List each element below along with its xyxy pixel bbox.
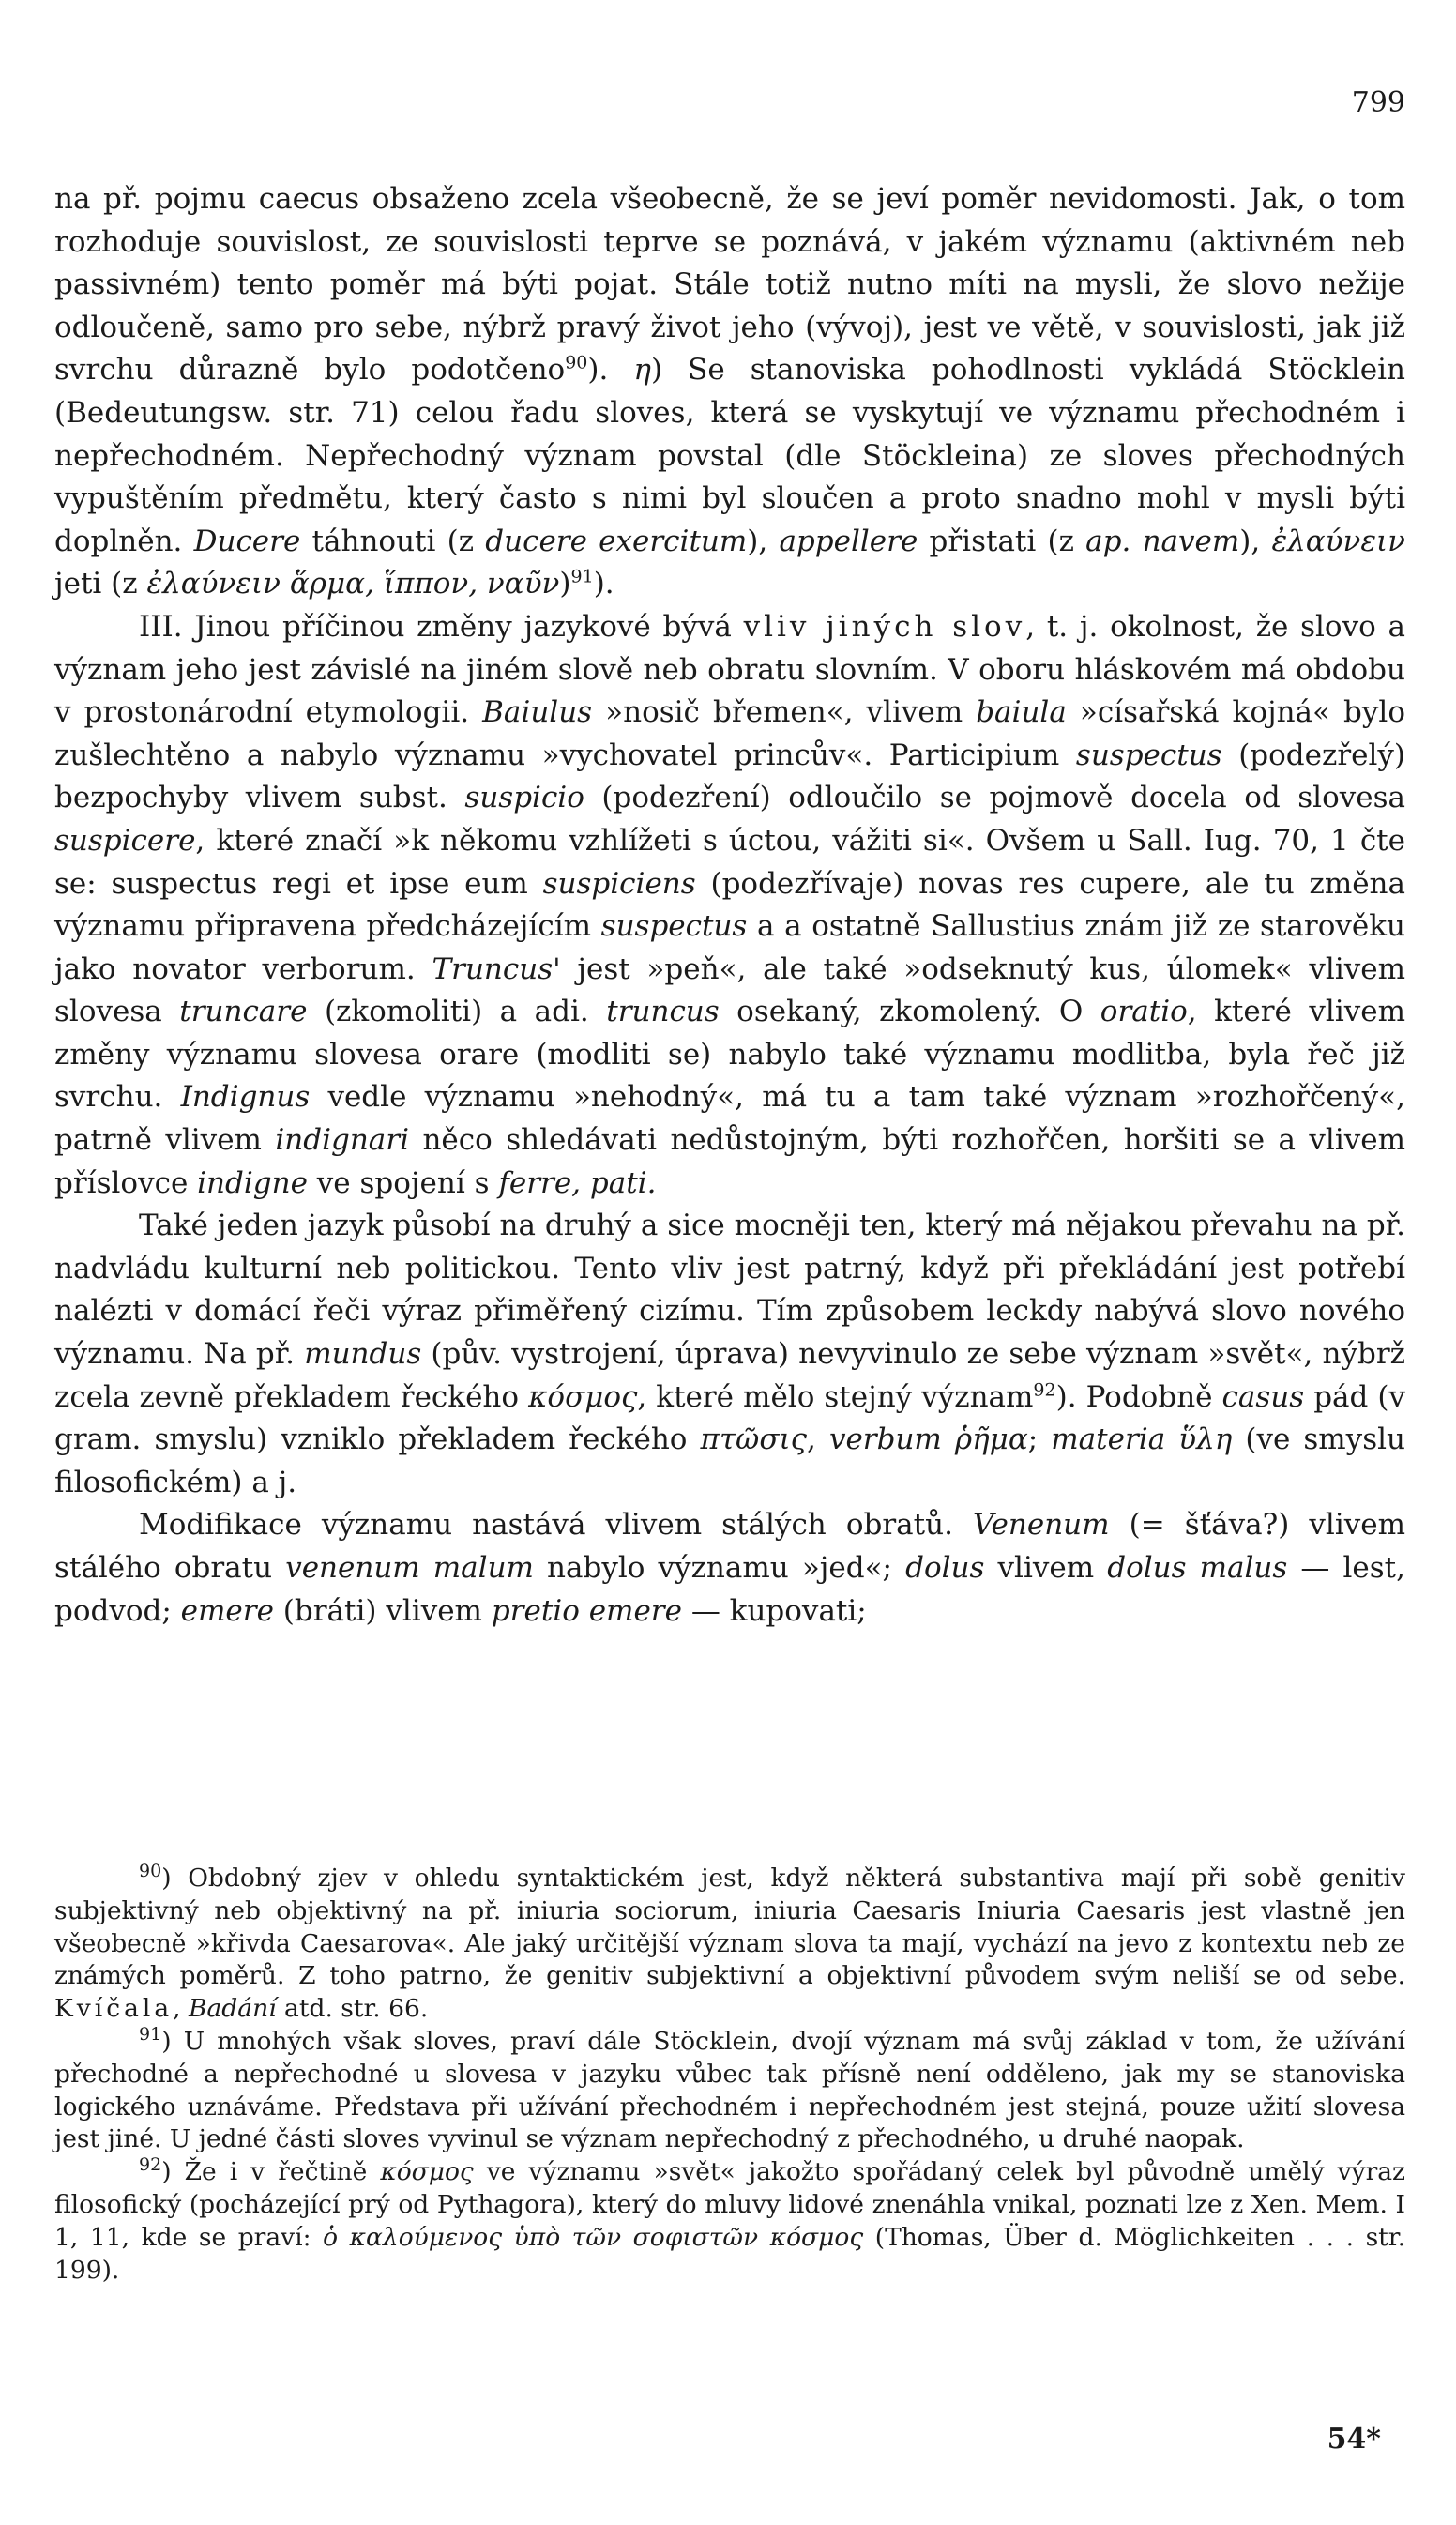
italic-term: baiula <box>976 695 1067 730</box>
footnote <box>54 2156 1405 2287</box>
footnote-ref: 90 <box>565 353 588 374</box>
italic-term: materia ὕλη <box>1051 1422 1233 1457</box>
italic-term: truncare <box>179 995 308 1029</box>
italic-term: verbum ῥῆμα <box>828 1422 1028 1457</box>
footnote-ref: 91 <box>570 567 594 588</box>
text-run: nabylo významu »jed«; <box>533 1551 906 1585</box>
italic-term: suspicere <box>54 823 196 858</box>
italic-term: Truncus <box>432 951 554 986</box>
text-run: ) U mnohých však sloves, praví dále Stöcklein, dvojí význam má svůj základ v tom, že užívání přechodné a nepřechodné u slovesa v jazyku vůbec tak přísně není odděleno, jak my se stanoviska logického uznáváme. Představa při užívání přechodném i nepřechodném jest stejná, pouze užití slovesa jest jiné. U jedné části sloves vyvinul se význam nepřechodný z přechodného, u druhé naopak. <box>54 2026 1405 2154</box>
italic-term: Baiulus <box>482 695 593 730</box>
italic-term: η <box>633 353 651 388</box>
italic-term: κόσμος <box>380 2157 474 2187</box>
text-run: atd. str. 66. <box>276 1994 429 2024</box>
italic-term: suspectus <box>600 909 748 944</box>
spaced-emphasis: vliv jiných slov <box>743 609 1026 644</box>
italic-term: Venenum <box>973 1508 1110 1543</box>
text-run: , t. j. okolnost, že slovo a význam jeho jest závislé na jiném slově neb obratu slovním. V oboru hláskovém má obdobu v prostonárodní etymologii. <box>54 609 1405 730</box>
text-run: pád (v gram. smyslu) vzniklo překladem řeckého <box>54 1379 1405 1457</box>
italic-term: indigne <box>197 1165 308 1200</box>
text-run: (podezřelý) bezpochyby vlivem subst. <box>54 738 1406 815</box>
text-run: , které vlivem změny významu slovesa orare (modliti se) nabylo také významu modlitba, byla řeč již svrchu. <box>54 995 1405 1115</box>
italic-term: ducere exercitum <box>485 524 748 558</box>
italic-term: πτῶσις <box>700 1422 808 1457</box>
text-run: ' jest »peň«, ale také »odseknutý kus, úlomek« vlivem slovesa <box>54 951 1405 1029</box>
italic-term: ἐλαύνειν ἅρμα, ἵππον, ναῦν <box>146 567 560 601</box>
text-run: ) Že i v řečtině <box>161 2157 381 2187</box>
footnote-ref: 90 <box>139 1861 162 1882</box>
text-run: něco shledávati nedůstojným, býti rozhořčen, horšiti se a vlivem příslovce <box>54 1123 1405 1200</box>
italic-term: emere <box>180 1593 274 1628</box>
text-run: jeti (z <box>54 567 147 601</box>
text-run: ), <box>747 524 780 558</box>
footnote <box>54 2026 1405 2156</box>
italic-term: Indignus <box>180 1080 311 1115</box>
signature-mark: 54* <box>1327 2423 1381 2456</box>
text-run: táhnouti (z <box>300 524 486 558</box>
main-text <box>54 178 1405 1633</box>
text-run: ). <box>593 567 614 601</box>
footnote <box>54 1863 1405 2026</box>
text-run: (= šťáva?) vlivem stálého obratu <box>54 1508 1405 1585</box>
text-run: (podezřívaje) novas res cupere, ale tu změna významu připravena předcházejícím <box>54 866 1406 944</box>
page-number: 799 <box>1351 86 1405 119</box>
text-run: vedle významu »nehodný«, má tu a tam také význam »rozhořčený«, patrně vlivem <box>54 1080 1406 1158</box>
italic-term: venenum malum <box>285 1551 534 1585</box>
text-run: (ve smyslu filosofickém) a j. <box>54 1422 1405 1499</box>
text-run: vlivem <box>984 1551 1108 1585</box>
text-run: ; <box>1027 1422 1052 1457</box>
text-run: (podezření) odloučilo se pojmově docela od slovesa <box>584 781 1406 815</box>
text-run: (zkomoliti) a adi. <box>307 995 607 1029</box>
spaced-emphasis: Kvíčala <box>54 1994 174 2024</box>
italic-term: Ducere <box>193 524 301 558</box>
italic-term: suspectus <box>1075 738 1222 772</box>
text-run: ) <box>559 567 571 601</box>
italic-term: suspicio <box>464 781 584 815</box>
text-run: na př. pojmu caecus obsaženo zcela všeobecně, že se jeví poměr nevidomosti. Jak, o tom rozhoduje souvislost, ze souvislosti teprve se poznává, v jakém významu (aktivném neb passivném) tento poměr má býti pojat. Stále totiž nutno míti na mysli, že slovo nežije odloučeně, samo pro sebe, nýbrž pravý život jeho (vývoj), jest ve větě, v souvislosti, jak již svrchu důrazně bylo podotčeno <box>54 182 1405 388</box>
text-run: »císařská kojná« bylo zušlechtěno a nabylo významu »vychovatel princův«. Participium <box>54 695 1405 772</box>
text-run: Také jeden jazyk působí na druhý a sice mocněji ten, který má nějakou převahu na př. nadvládu kulturní neb politickou. Tento vliv jest patrný, když při překládání jest potřebí nalézti v domácí řeči výraz přiměřený cizímu. Tím způsobem leckdy nabývá slovo nového významu. Na př. <box>54 1209 1405 1372</box>
text-run: III. Jinou příčinou změny jazykové bývá <box>139 609 744 644</box>
text-run: , <box>807 1422 829 1457</box>
paragraph <box>54 1205 1405 1504</box>
text-run: (bráti) vlivem <box>273 1593 492 1628</box>
footnotes <box>54 1863 1405 2287</box>
text-run: , které značí »k někomu vzhlížeti s úctou, vážiti si«. Ovšem u Sall. Iug. 70, 1 čte se: suspectus regi et ipse eum <box>54 823 1405 901</box>
text-run: ) Se stanoviska pohodlnosti vykládá Stöcklein (Bedeutungsw. str. 71) celou řadu sloves, která se vyskytují ve významu přechodném i nepřechodném. Nepřechodný význam povstal (dle Stöckleina) ze sloves přechodných vypuštěním předmětu, který často s nimi byl sloučen a proto snadno mohl v mysli býti doplněn. <box>54 353 1405 558</box>
text-run: ). Podobně <box>1055 1379 1222 1414</box>
text-run: Modifikace významu nastává vlivem stálých obratů. <box>139 1508 974 1543</box>
italic-term: ἐλαύνειν <box>1271 524 1405 558</box>
text-run: — kupovati; <box>681 1593 867 1628</box>
footnote-ref: 91 <box>139 2024 162 2046</box>
paragraph <box>54 606 1405 1205</box>
italic-term: indignari <box>275 1123 410 1158</box>
italic-term: oratio <box>1100 995 1188 1029</box>
text-run: přistati (z <box>918 524 1086 558</box>
text-run: ve významu »svět« jakožto spořádaný celek byl původně umělý výraz filosofický (pocházející prý od Pythagora), který do mluvy lidové znenáhla vnikal, poznati lze z Xen. Mem. I 1, 11, kde se praví: <box>54 2157 1405 2252</box>
italic-term: mundus <box>304 1337 422 1372</box>
italic-term: κόσμος <box>528 1379 638 1414</box>
italic-term: dolus malus <box>1107 1551 1288 1585</box>
text-run: ), <box>1239 524 1272 558</box>
italic-term: pretio emere <box>491 1593 682 1628</box>
italic-term: Badání <box>189 1994 277 2024</box>
italic-term: ap. navem <box>1085 524 1240 558</box>
text-run: (pův. vystrojení, úprava) nevyvinulo ze sebe význam »svět«, nýbrž zcela zevně překladem řeckého <box>54 1337 1405 1414</box>
paragraph <box>54 1504 1405 1633</box>
text-run: »nosič břemen«, vlivem <box>592 695 977 730</box>
text-run: , <box>173 1994 190 2024</box>
text-run: ) Obdobný zjev v ohledu syntaktickém jest, když některá substantiva mají při sobě genitiv subjektivný neb objektivný na př. iniuria sociorum, iniuria Caesaris Iniuria Caesaris jest vlastně jen všeobecně »křivda Caesarova«. Ale jaký určitější význam slova ta mají, vychází na jevo z kontextu neb ze známých poměrů. Z toho patrno, že genitiv subjektivní a objektivní původem svým neliší se od sebe. <box>54 1863 1405 1991</box>
italic-term: dolus <box>905 1551 985 1585</box>
text-run: ). <box>587 353 634 388</box>
text-run: osekaný, zkomolený. O <box>719 995 1100 1029</box>
italic-term: suspiciens <box>542 866 696 901</box>
text-run: a a ostatně Sallustius znám již ze starověku jako novator verborum. <box>54 909 1405 986</box>
italic-term: casus <box>1221 1379 1305 1414</box>
italic-term: ferre, pati. <box>498 1165 657 1200</box>
paragraph <box>54 178 1405 606</box>
text-run: ve spojení s <box>307 1165 499 1200</box>
italic-term: ὁ καλούμενος ὑπὸ τῶν σοφιστῶν κόσμος <box>323 2222 864 2252</box>
footnote-ref: 92 <box>139 2154 162 2176</box>
text-run: — lest, podvod; <box>54 1551 1405 1628</box>
text-run: (Thomas, Über d. Möglichkeiten . . . str. 199). <box>54 2222 1405 2285</box>
italic-term: truncus <box>606 995 720 1029</box>
italic-term: appellere <box>779 524 918 558</box>
footnote-ref: 92 <box>1033 1379 1056 1401</box>
text-run: , které mělo stejný význam <box>637 1379 1034 1414</box>
